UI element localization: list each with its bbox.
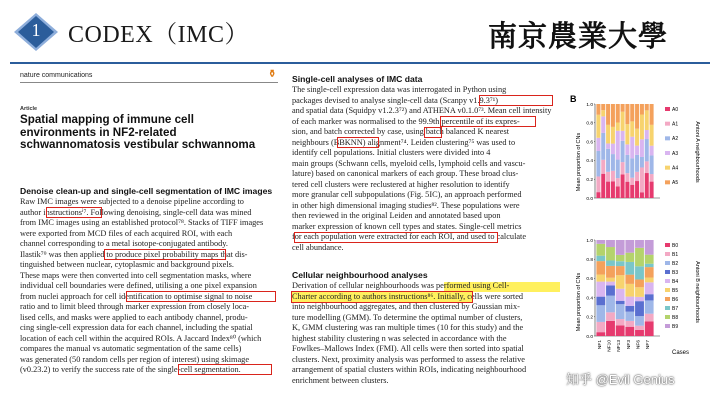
text-line: from nuclei approach for cell identification to optimise signal to noise xyxy=(20,291,253,301)
bot-bar-segment xyxy=(596,244,605,256)
bot-bar-segment xyxy=(625,253,634,262)
top-bar-segment xyxy=(640,104,644,114)
top-bar-segment xyxy=(621,131,625,141)
highlight-99-9th xyxy=(440,116,536,127)
segmentation-paragraph xyxy=(20,197,286,376)
bot-bar-segment xyxy=(616,261,625,266)
bot-bar-segment xyxy=(606,266,615,278)
top-bar-segment xyxy=(606,172,610,182)
top-ytick-label: 0.2 xyxy=(586,178,593,183)
bot-bar-segment xyxy=(616,319,625,325)
bot-bar-segment xyxy=(625,297,634,306)
text-line: and spatial data (Squidpy v1.2.3⁷²) and ATHENA v0.1.0⁷³. Mean cell intensity xyxy=(292,106,552,115)
text-line: (v0.23.2) to verify the success rate of the single-cell segmentation. xyxy=(20,365,241,374)
bot-legend-label: B2 xyxy=(672,260,679,267)
bot-legend-label: B1 xyxy=(672,251,679,258)
text-line: cell abundance. xyxy=(292,242,344,252)
bot-bar-segment xyxy=(596,275,605,282)
single-cell-paragraph xyxy=(292,85,560,253)
top-legend-swatch xyxy=(665,166,670,170)
bot-bar-segment xyxy=(635,266,644,279)
top-legend-swatch xyxy=(665,136,670,140)
section-heading-single-cell: Single-cell analyses of IMC data xyxy=(292,74,423,84)
bot-bar-segment xyxy=(596,322,605,332)
bot-bar-segment xyxy=(625,262,634,275)
top-bar-segment xyxy=(650,174,654,182)
bot-legend-swatch xyxy=(665,297,670,301)
bot-bar-segment xyxy=(606,260,615,265)
text-line: lised cells, and masks were applied to each antibody channel, produ- xyxy=(20,312,248,322)
bot-xtick-label: NF10 xyxy=(607,340,613,352)
bot-legend-swatch xyxy=(665,252,670,256)
highlight-cellcharter-box xyxy=(291,291,473,303)
bot-bar-segment xyxy=(645,294,654,300)
text-line: ture modelling (GMM). To determine the optimal number of clusters, xyxy=(292,312,523,322)
highlight-scanpy xyxy=(479,95,553,106)
top-legend-swatch xyxy=(665,180,670,184)
figure-svg xyxy=(568,92,718,392)
text-line: cing single-cell expression data for each channel, including the spatial xyxy=(20,323,253,332)
text-line: Fowlkes–Mallows Index (FMI). All cells were then sorted into spatial xyxy=(292,344,524,353)
bot-bar-segment xyxy=(606,278,615,282)
text-line: identify cell populations. Initial clusters were divided into 4 xyxy=(292,148,491,157)
text-line: Ilastik⁷⁹ was then applied to produce pixel probability maps that dis- xyxy=(20,249,248,259)
bottom-yticks xyxy=(586,238,595,340)
bot-bar-segment xyxy=(616,240,625,255)
bot-bar-segment xyxy=(635,326,644,330)
slide-number: 1 xyxy=(31,20,41,40)
top-bar-segment xyxy=(630,158,634,177)
top-bar-segment xyxy=(645,173,649,198)
top-bar-segment xyxy=(616,123,620,131)
bot-bar-segment xyxy=(606,296,615,313)
top-bar-segment xyxy=(601,104,605,110)
highlight-pixel-probability xyxy=(104,249,226,260)
text-line: compares the manual vs automatic segmentation of the same cells) xyxy=(20,344,242,353)
top-bar-segment xyxy=(596,151,600,176)
text-line: arrangement of spatial clusters within ROIs, indicating neighbourhood xyxy=(292,365,527,374)
bot-bar-segment xyxy=(645,264,654,267)
bot-bar-segment xyxy=(625,312,634,321)
top-bar-segment xyxy=(611,144,615,155)
top-ytick-label: 0.4 xyxy=(586,159,593,165)
bot-bar-segment xyxy=(596,282,605,297)
bot-bar-segment xyxy=(616,266,625,275)
top-bar-segment xyxy=(625,104,629,124)
open-access-lock-icon: ⚱ xyxy=(268,69,277,80)
bot-legend-label: B3 xyxy=(672,269,679,276)
title-line: Spatial mapping of immune cell xyxy=(20,113,194,126)
bot-bar-segment xyxy=(606,247,615,260)
bot-bar-segment xyxy=(635,279,644,287)
bot-ytick-label: 0.4 xyxy=(586,296,593,302)
bot-ytick-label: 0.0 xyxy=(586,334,593,340)
text-line: enrichment between clusters. xyxy=(292,375,389,385)
top-bar-segment xyxy=(625,144,629,154)
slide-header xyxy=(0,0,720,64)
bot-bar-segment xyxy=(596,332,605,336)
top-bar-segment xyxy=(625,124,629,144)
bot-ytick-label: 0.6 xyxy=(586,277,593,283)
bot-xtick-label: NF6 xyxy=(636,340,642,350)
bot-bar-segment xyxy=(616,301,625,304)
highlight-author-instructions xyxy=(46,207,102,218)
top-bar-segment xyxy=(596,176,600,192)
text-line: for each population were extracted for each ROI, and used to calculate xyxy=(292,232,527,241)
top-bar-segment xyxy=(601,160,605,174)
text-line: of each marker was normalised to the 99.9th percentile of its expres- xyxy=(292,116,520,126)
text-line: These maps were then converted into cell segmentation masks, where xyxy=(20,270,252,280)
bot-bar-segment xyxy=(596,240,605,244)
top-bar-segment xyxy=(630,104,634,121)
bot-legend-swatch xyxy=(665,261,670,265)
top-bar-segment xyxy=(616,131,620,160)
top-bar-segment xyxy=(640,157,644,167)
bot-ytick-label: 1.0 xyxy=(586,238,593,244)
top-bar-segment xyxy=(645,130,649,139)
bot-bar-segment xyxy=(596,297,605,306)
bot-bar-segment xyxy=(635,248,644,266)
bot-legend-label: B0 xyxy=(672,242,679,249)
text-line: The single-cell expression data was interrogated in Python using xyxy=(292,85,507,94)
top-bar-segment xyxy=(640,167,644,192)
top-bar-segment xyxy=(635,104,639,129)
top-bar-segment xyxy=(601,110,605,116)
bot-xtick-label: NF7 xyxy=(646,340,652,350)
top-legend xyxy=(665,107,678,186)
text-line: was generated (50 random cells per region of interest) using skimage xyxy=(20,354,250,364)
top-bar-segment xyxy=(611,171,615,182)
bot-bar-segment xyxy=(645,267,654,277)
text-line: Derivation of cellular neighbourhoods was performed using Cell- xyxy=(292,281,510,290)
text-line: neighbours (BBKNN) alignment⁷⁴. Leiden clustering⁷⁵ was used to xyxy=(292,137,516,147)
top-bar-segment xyxy=(616,160,620,179)
top-bar-segment xyxy=(616,186,620,198)
header-divider xyxy=(10,62,710,64)
top-legend-label: A1 xyxy=(672,121,679,128)
top-ylabel: Mean proportion of CNs xyxy=(576,132,582,192)
highlight-batch-balanced xyxy=(424,127,442,138)
bot-bar-segment xyxy=(645,278,654,283)
top-bar-segment xyxy=(650,146,654,156)
text-line: into neighbourhood aggregates, and then clustered by Gaussian mix- xyxy=(292,302,520,311)
bot-bar-segment xyxy=(625,284,634,297)
bot-legend-swatch xyxy=(665,315,670,319)
bot-bar-segment xyxy=(596,261,605,274)
top-bar-segment xyxy=(611,181,615,198)
bot-legend-swatch xyxy=(665,324,670,328)
bot-bar-segment xyxy=(645,255,654,264)
top-bar-segment xyxy=(611,104,615,127)
article-type-label: Article xyxy=(20,106,38,112)
top-bar-segment xyxy=(625,173,629,182)
top-bar-segment xyxy=(645,104,649,110)
bot-legend-label: B5 xyxy=(672,287,679,294)
top-legend-label: A2 xyxy=(672,136,679,143)
university-logo: 南京農業大學 xyxy=(488,19,669,53)
text-line: author instructionsⁱ⁷. Following denoising, single-cell data was mined xyxy=(20,207,252,217)
panel-label: B xyxy=(570,94,577,104)
watermark: 知乎 @Evil Genius xyxy=(566,372,675,387)
bot-legend-label: B6 xyxy=(672,296,679,303)
figure-panel-b xyxy=(568,92,718,392)
top-bar-segment xyxy=(650,104,654,125)
top-bar-segment xyxy=(630,185,634,198)
text-line: K, GMM clustering was ran multiple times (10 for this study) and the xyxy=(292,323,524,332)
top-bar-segment xyxy=(611,154,615,171)
bot-bar-segment xyxy=(616,275,625,288)
text-line: individual cell boundaries were defined, utilising a one pixel expansion xyxy=(20,281,257,290)
bot-legend-swatch xyxy=(665,279,670,283)
bottom-side-label: Antoni B neighbourhoods xyxy=(694,261,700,323)
top-legend-swatch xyxy=(665,107,670,111)
bottom-bars xyxy=(596,240,653,336)
top-bar-segment xyxy=(650,155,654,174)
text-line: marker expression of known cell types and states. Single-cell metrics xyxy=(292,221,522,231)
journal-divider xyxy=(20,82,278,83)
section-heading-neighbourhood: Cellular neighbourhood analyses xyxy=(292,270,428,280)
top-bar-segment xyxy=(630,178,634,185)
top-bars xyxy=(596,104,653,198)
top-ytick-label: 0.0 xyxy=(586,196,593,202)
top-bar-segment xyxy=(625,182,629,198)
top-bar-segment xyxy=(616,104,620,123)
top-bar-segment xyxy=(640,139,644,157)
top-ytick-label: 0.8 xyxy=(586,121,593,127)
top-bar-segment xyxy=(621,104,625,112)
bot-bar-segment xyxy=(606,282,615,286)
text-line: packages devised to analyse single-cell data (Scanpy v1.9.3⁷¹) xyxy=(292,95,499,105)
bot-bar-segment xyxy=(625,327,634,336)
bot-legend-swatch xyxy=(665,306,670,310)
bot-bar-segment xyxy=(606,240,615,247)
bot-legend-swatch xyxy=(665,288,670,292)
top-bar-segment xyxy=(606,125,610,144)
top-bar-segment xyxy=(625,155,629,173)
top-bar-segment xyxy=(630,121,634,136)
top-ytick-label: 0.6 xyxy=(586,140,593,146)
text-line: from IMC images using an established protocol⁷⁸. Stacks of TIFF images xyxy=(20,218,264,227)
text-line: tinguished between nuclear, cytoplasmic and background pixels. xyxy=(20,260,234,269)
top-bar-segment xyxy=(616,178,620,186)
text-line: Charter according to authors instructions⁸⁶. Initially, cells were sorted xyxy=(292,291,524,301)
bot-bar-segment xyxy=(645,314,654,322)
text-line: main groups (Schwann cells, myeloid cells, lymphoid cells and vascu- xyxy=(292,158,526,168)
top-bar-segment xyxy=(645,139,649,161)
top-bar-segment xyxy=(601,116,605,133)
bot-bar-segment xyxy=(645,300,654,313)
top-bar-segment xyxy=(606,182,610,198)
top-legend-label: A0 xyxy=(672,106,679,113)
top-yticks xyxy=(586,102,595,202)
top-bar-segment xyxy=(645,110,649,130)
text-line: more granular cell subpopulations (Fig. 5IC), an approach performed xyxy=(292,190,522,199)
top-bar-segment xyxy=(611,127,615,144)
top-legend-label: A5 xyxy=(672,180,679,187)
text-line: highest stability clustering n was selected in accordance with the xyxy=(292,333,507,343)
top-legend-label: A4 xyxy=(672,165,679,172)
bot-legend-swatch xyxy=(665,270,670,274)
text-line: tered cell clusters were reclustered at higher resolution to identify xyxy=(292,179,510,189)
highlight-single-cell-segmentation xyxy=(178,364,272,375)
bot-legend-label: B4 xyxy=(672,278,679,285)
bottom-xlabel: Cases xyxy=(672,350,690,356)
bot-legend-swatch xyxy=(665,243,670,247)
bot-bar-segment xyxy=(606,285,615,295)
bot-bar-segment xyxy=(625,321,634,327)
bottom-ylabel: Mean proportion of CNs xyxy=(576,272,582,332)
text-line: lature) based on canonical markers of each group. These broad clus- xyxy=(292,169,519,178)
top-bar-segment xyxy=(606,149,610,172)
text-line: location of each cell within the acquired ROIs. A Jaccard Index⁸⁰ (which xyxy=(20,333,262,343)
highlight-bbknn xyxy=(337,137,379,148)
top-bar-segment xyxy=(596,115,600,138)
bot-bar-segment xyxy=(625,275,634,284)
slide-number-badge xyxy=(12,12,60,52)
title-line: environments in NF2-related xyxy=(20,125,177,139)
bot-bar-segment xyxy=(635,301,644,316)
top-bar-segment xyxy=(640,114,644,139)
bot-ytick-label: 0.8 xyxy=(586,258,593,263)
top-bar-segment xyxy=(596,104,600,115)
top-bar-segment xyxy=(635,181,639,198)
text-line: Raw IMC images were subjected to a denoise pipeline according to xyxy=(20,197,244,206)
bot-xtick-label: NF1 xyxy=(597,340,603,350)
top-bar-segment xyxy=(621,174,625,198)
bot-bar-segment xyxy=(635,330,644,336)
section-heading-segmentation: Denoise clean-up and single-cell segmentation of IMC images xyxy=(20,186,273,196)
top-bar-segment xyxy=(650,182,654,198)
text-line: channel corresponding to a metal isotope-conjugated antibody. xyxy=(20,239,228,248)
bot-bar-segment xyxy=(635,240,644,248)
text-line: sion, and batch corrected by case, using batch balanced K nearest xyxy=(292,127,510,136)
bottom-legend xyxy=(665,243,678,330)
bot-bar-segment xyxy=(616,289,625,301)
article-title xyxy=(20,114,282,152)
text-line: in other high dimensional imaging studies⁸². These populations were xyxy=(292,200,520,210)
bottom-xticks xyxy=(597,340,651,352)
bot-bar-segment xyxy=(596,256,605,261)
bot-xtick-label: NF13 xyxy=(617,340,623,352)
top-legend-swatch xyxy=(665,122,670,126)
bot-bar-segment xyxy=(616,255,625,261)
bot-bar-segment xyxy=(635,316,644,326)
top-bar-segment xyxy=(606,104,610,125)
text-line: ratio and to limit bleed through marker expression from closely loca- xyxy=(20,302,250,311)
top-bar-segment xyxy=(635,155,639,172)
methods-column xyxy=(292,68,562,398)
top-bar-segment xyxy=(606,143,610,148)
highlight-cell-identification xyxy=(126,291,276,302)
top-bar-segment xyxy=(630,137,634,159)
top-bar-segment xyxy=(621,141,625,162)
bot-bar-segment xyxy=(645,240,654,255)
top-bar-segment xyxy=(645,161,649,173)
bot-ytick-label: 0.2 xyxy=(586,315,593,321)
top-bar-segment xyxy=(596,138,600,151)
bot-bar-segment xyxy=(616,304,625,319)
journal-name: nature communications xyxy=(20,72,93,79)
slide-title: CODEX（IMC） xyxy=(68,22,250,48)
bot-legend-label: B8 xyxy=(672,314,679,321)
top-bar-segment xyxy=(635,146,639,155)
top-bar-segment xyxy=(650,125,654,146)
text-line: clusters. Next, proximity analysis was performed to assess the relative xyxy=(292,354,525,364)
bot-bar-segment xyxy=(645,282,654,294)
top-legend-label: A3 xyxy=(672,150,679,157)
text-line: were exported from MCD files of each acquired ROI, with each xyxy=(20,228,233,238)
bot-bar-segment xyxy=(606,321,615,336)
bot-legend-label: B9 xyxy=(672,323,679,330)
top-bar-segment xyxy=(596,192,600,198)
top-legend-swatch xyxy=(665,151,670,155)
highlight-marker-expression xyxy=(294,232,498,243)
bot-bar-segment xyxy=(606,312,615,321)
top-bar-segment xyxy=(621,112,625,131)
bot-bar-segment xyxy=(635,297,644,301)
top-bar-segment xyxy=(640,192,644,198)
top-ytick-label: 1.0 xyxy=(586,102,593,108)
bot-bar-segment xyxy=(616,325,625,336)
bot-bar-segment xyxy=(596,305,605,322)
bot-bar-segment xyxy=(645,321,654,336)
top-bar-segment xyxy=(635,129,639,146)
bot-bar-segment xyxy=(635,287,644,297)
top-bar-segment xyxy=(601,133,605,160)
top-side-label: Antoni A neighbourhoods xyxy=(694,121,700,183)
article-excerpt xyxy=(10,68,286,398)
title-line: schwannomatosis vestibular schwannoma xyxy=(20,138,256,152)
top-bar-segment xyxy=(621,162,625,174)
bot-bar-segment xyxy=(625,240,634,253)
text-line: then reviewed in the original Leiden and annotated based upon xyxy=(292,211,501,220)
top-bar-segment xyxy=(601,174,605,198)
bot-bar-segment xyxy=(625,306,634,312)
bot-legend-label: B7 xyxy=(672,305,679,312)
top-bar-segment xyxy=(635,172,639,181)
bot-xtick-label: NF3 xyxy=(626,340,632,350)
